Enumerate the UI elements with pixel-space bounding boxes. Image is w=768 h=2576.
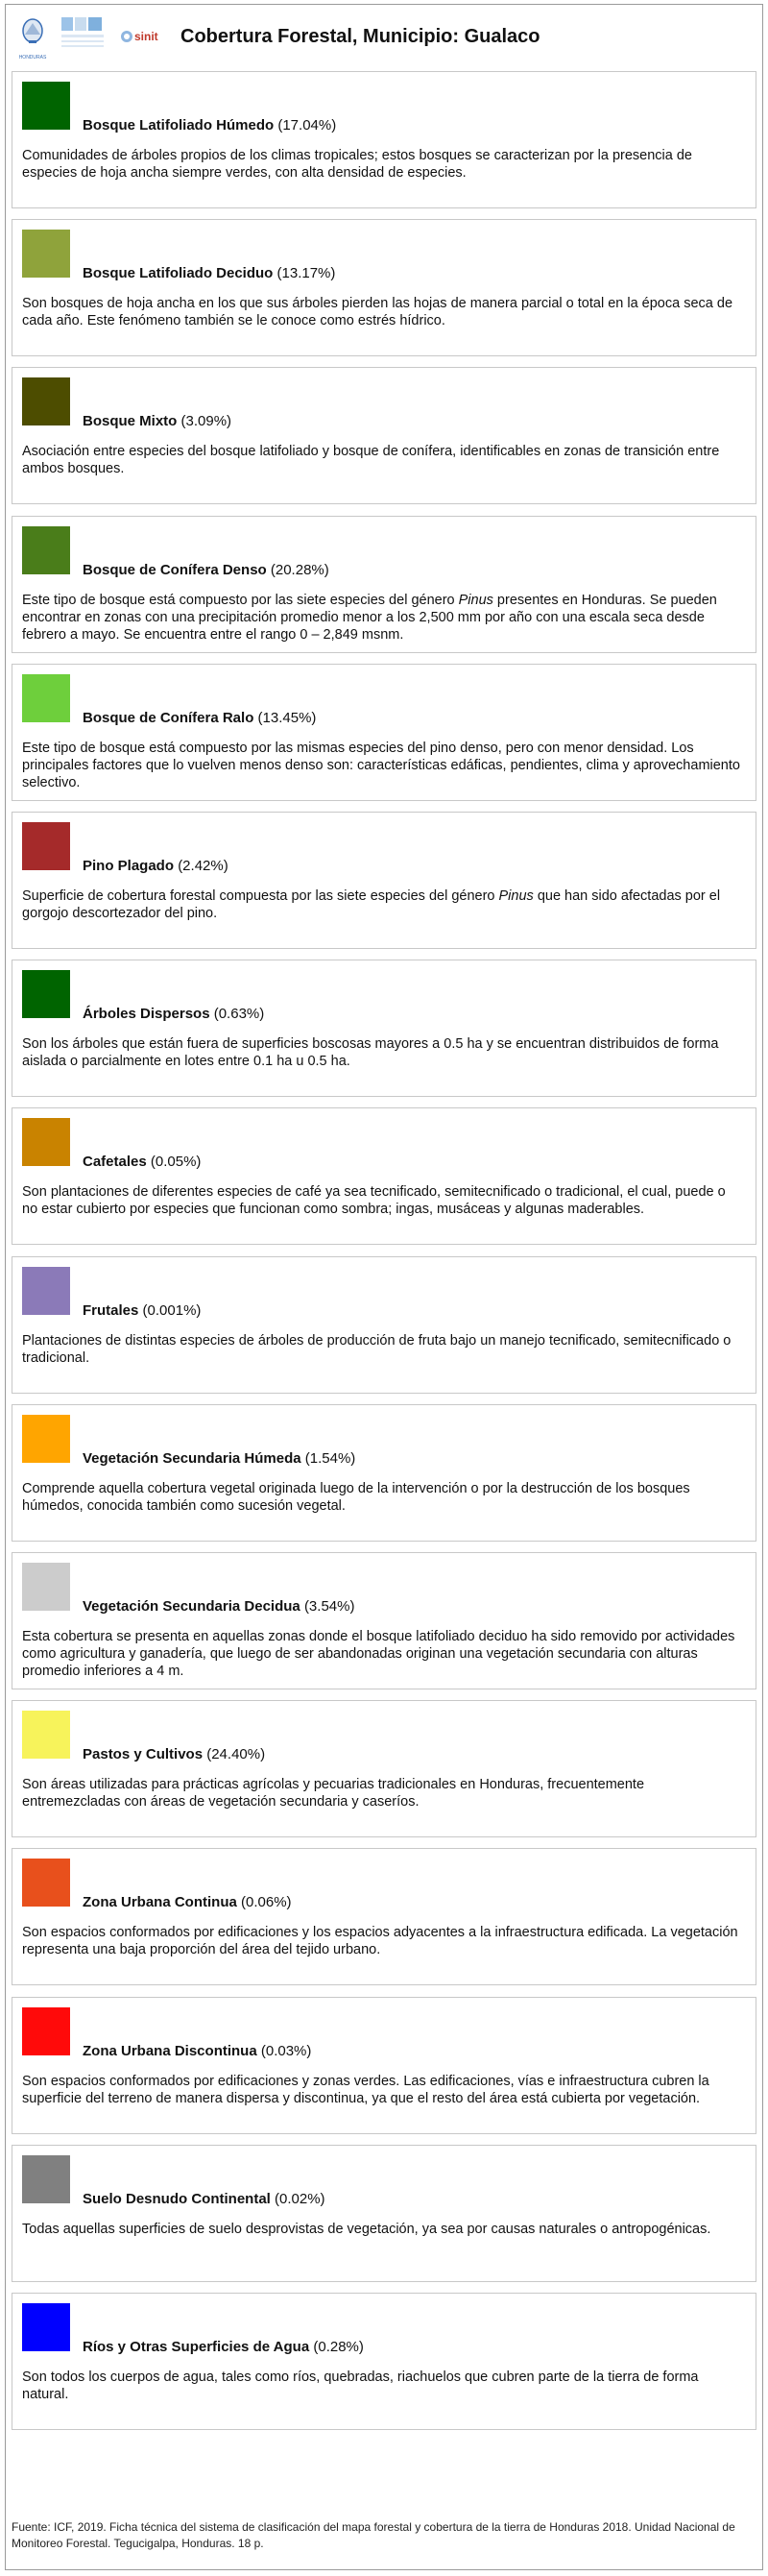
category-description [22,147,742,182]
category-description [22,1480,742,1515]
category-name: Pino Plagado [83,858,175,874]
category-description [22,1924,742,1958]
color-swatch [22,674,70,722]
source-note: Fuente: ICF, 2019. Ficha técnica del sistema de clasificación del mapa forestal y cobertura de la tierra de Honduras 2018. Unidad Nacional de Monitoreo Forestal. Tegucigalpa, Honduras. 18 p. [12,2520,735,2550]
color-swatch [22,1415,70,1463]
color-swatch [22,1563,70,1611]
category-card [12,1107,756,1245]
category-description [22,443,742,477]
description-text: Son bosques de hoja ancha en los que sus árboles pierden las hojas de manera parcial o total en la época seca de cada año. Este fenómeno también se le conoce como estrés hídrico. [22,296,733,328]
category-card [12,1848,756,1985]
category-name: Bosque Latifoliado Deciduo [83,265,274,281]
category-percent: (13.17%) [276,265,336,281]
legend-panel [5,4,763,2570]
category-name: Bosque Latifoliado Húmedo [83,117,275,134]
category-description [22,1183,742,1218]
category-title [83,265,335,281]
category-percent: (3.54%) [303,1598,355,1615]
category-card [12,2293,756,2430]
honduras-logo [13,13,52,61]
category-percent: (3.09%) [180,413,232,429]
category-percent: (13.45%) [257,710,317,726]
category-title [83,2043,311,2059]
category-description [22,295,742,329]
category-percent: (2.42%) [178,858,228,874]
category-percent: (0.02%) [275,2191,325,2207]
description-text: Esta cobertura se presenta en aquellas zonas donde el bosque latifoliado deciduo ha sido removido por actividades como agricultura y ganadería, que luego de ser abandonadas originan una vegetación secundaria con alturas promedio inferiores a 4 m. [22,1629,735,1679]
category-percent: (0.06%) [241,1894,292,1910]
category-description [22,1332,742,1367]
color-swatch [22,1267,70,1315]
category-name: Ríos y Otras Superficies de Agua [83,2339,310,2355]
color-swatch [22,970,70,1018]
category-description [22,1628,742,1680]
color-swatch [22,82,70,130]
honduras-logo-text: HONDURAS [18,54,47,61]
honduras-coat-of-arms-icon [13,13,52,56]
category-name: Vegetación Secundaria Decidua [83,1598,300,1615]
category-card [12,1256,756,1394]
category-name: Zona Urbana Continua [83,1894,237,1910]
description-text: Superficie de cobertura forestal compuesta por las siete especies del género [22,888,499,904]
color-swatch [22,2007,70,2055]
sinit-logo [117,15,169,58]
sinit-logo-icon [117,15,169,58]
category-card [12,367,756,504]
color-swatch [22,1711,70,1759]
category-description [22,2073,742,2107]
description-text: Comunidades de árboles propios de los climas tropicales; estos bosques se caracterizan por la presencia de especies de hoja ancha siempre verdes, con alta densidad de especies. [22,148,692,181]
category-percent: (24.40%) [206,1746,266,1762]
category-percent: (17.04%) [277,117,337,134]
category-title [83,413,231,429]
category-name: Bosque de Conífera Denso [83,562,267,578]
category-title [83,1302,201,1319]
description-text: presentes en Honduras. Se pueden encontrar en zonas con una precipitación promedio menor a los 2,500 mm por año con una escala seca desde febrero a mayo. Se encuentra entre el rango 0 – 2,849 msnm. [22,593,717,643]
category-card [12,1997,756,2134]
category-name: Frutales [83,1302,139,1319]
color-swatch [22,822,70,870]
color-swatch [22,1859,70,1907]
sdh-logo [60,15,109,58]
category-name: Cafetales [83,1154,147,1170]
description-text: Son espacios conformados por edificaciones y los espacios adyacentes a la infraestructura edificada. La vegetación representa una baja proporción del área del tejido urbano. [22,1925,738,1957]
category-percent: (0.03%) [260,2043,312,2059]
category-percent: (0.05%) [150,1154,202,1170]
color-swatch [22,1118,70,1166]
category-percent: (20.28%) [270,562,329,578]
description-text: Todas aquellas superficies de suelo desprovistas de vegetación, ya sea por causas naturales o antropogénicas. [22,2222,711,2237]
category-card [12,219,756,356]
category-percent: (1.54%) [304,1450,356,1467]
category-title [83,2191,325,2207]
category-name: Suelo Desnudo Continental [83,2191,271,2207]
category-name: Bosque de Conífera Ralo [83,710,254,726]
category-title [83,1894,292,1910]
category-name: Zona Urbana Discontinua [83,2043,257,2059]
color-swatch [22,2155,70,2203]
category-card [12,812,756,949]
sdh-logo-icon [60,15,109,58]
category-title [83,1154,201,1170]
category-name: Vegetación Secundaria Húmeda [83,1450,301,1467]
page-title: Cobertura Forestal, Municipio: Gualaco [180,25,540,47]
color-swatch [22,230,70,278]
color-swatch [22,377,70,425]
category-title [83,1746,265,1762]
category-card [12,664,756,801]
category-description [22,887,742,922]
description-text: Son plantaciones de diferentes especies de café ya sea tecnificado, semitecnificado o tradicional, el cual, puede o no estar cubierto por especies que funcionan como sombra; ingas, musáceas y algunas maderables. [22,1184,726,1217]
sinit-logo-label: sinit [134,30,158,43]
description-text: que han sido afectadas por el gorgojo descortezador del pino. [22,888,721,921]
category-title [83,562,329,578]
description-text: Son áreas utilizadas para prácticas agrícolas y pecuarias tradicionales en Honduras, frecuentemente entremezcladas con áreas de vegetación secundaria y caseríos. [22,1777,645,1810]
category-name: Bosque Mixto [83,413,178,429]
color-swatch [22,2303,70,2351]
category-card [12,960,756,1097]
category-name: Pastos y Cultivos [83,1746,204,1762]
category-title [83,1006,264,1022]
category-title [83,710,316,726]
color-swatch [22,526,70,574]
genus-name: Pinus [498,888,534,904]
category-title [83,2339,364,2355]
category-card [12,71,756,208]
category-card [12,1404,756,1542]
description-text: Son espacios conformados por edificaciones y zonas verdes. Las edificaciones, vías e infraestructura cubren la superficie del terreno de manera dispersa y discontinua, ya que el resto del área está cubierta por vegetación. [22,2074,709,2106]
genus-name: Pinus [458,593,493,608]
description-text: Plantaciones de distintas especies de árboles de producción de fruta bajo un manejo tecnificado, semitecnificado o tradicional. [22,1333,732,1366]
description-text: Este tipo de bosque está compuesto por las siete especies del género [22,593,459,608]
category-title [83,1598,354,1615]
category-description [22,2221,742,2238]
category-percent: (0.001%) [142,1302,202,1319]
description-text: Asociación entre especies del bosque latifoliado y bosque de conífera, identificables en zonas de transición entre ambos bosques. [22,444,720,476]
description-text: Comprende aquella cobertura vegetal originada luego de la intervención o por la destrucción de los bosques húmedos, conocida también como sucesión vegetal. [22,1481,690,1514]
category-card [12,1700,756,1837]
description-text: Son todos los cuerpos de agua, tales como ríos, quebradas, riachuelos que cubren parte de la tierra de forma natural. [22,2369,699,2402]
category-title [83,1450,355,1467]
category-description [22,592,742,644]
description-text: Este tipo de bosque está compuesto por las mismas especies del pino denso, pero con menor densidad. Los principales factores que lo vuelven menos denso son: características edáficas, pendientes, clima y aprovechamiento selectivo. [22,741,740,790]
category-description [22,1035,742,1070]
category-card [12,516,756,653]
description-text: Son los árboles que están fuera de superficies boscosas mayores a 0.5 ha y se encuentran distribuidos de forma aislada o parcialmente en lotes entre 0.1 ha u 0.5 ha. [22,1036,719,1069]
category-description [22,1776,742,1810]
category-description [22,2369,742,2403]
category-percent: (0.63%) [213,1006,265,1022]
category-percent: (0.28%) [313,2339,364,2355]
page-header [6,5,762,68]
category-card [12,2145,756,2282]
category-title [83,117,336,134]
category-name: Árboles Dispersos [83,1006,210,1022]
category-title [83,858,228,874]
category-description [22,740,742,791]
category-card [12,1552,756,1689]
